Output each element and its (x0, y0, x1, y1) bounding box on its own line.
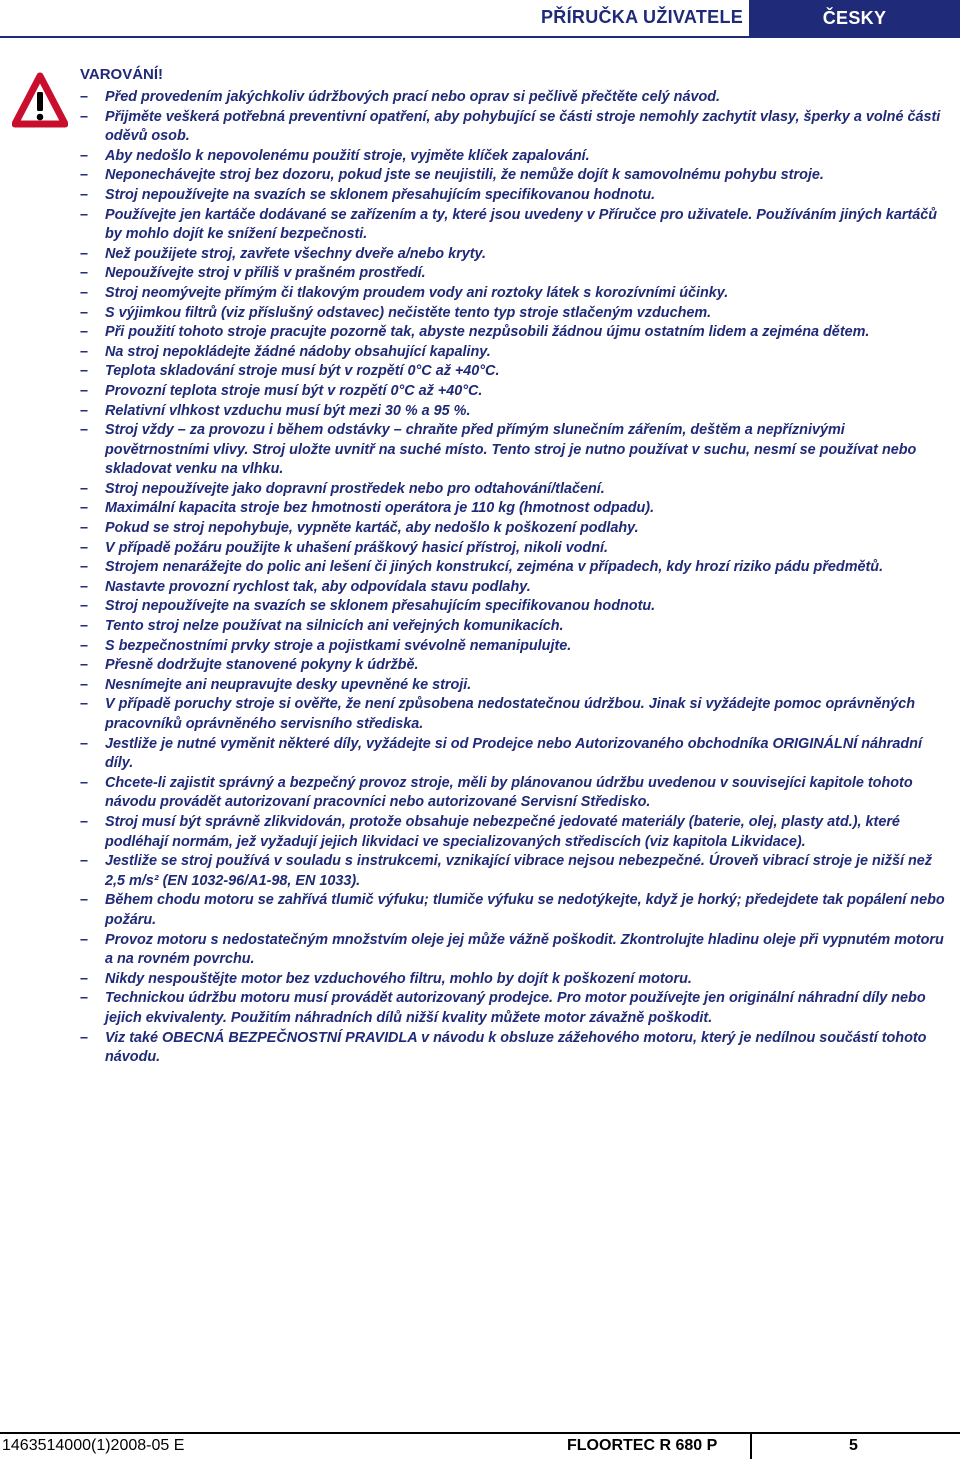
warning-item-text: Strojem nenarážejte do polic ani lešení či jiných konstrukcí, zejména v případech, kdy hrozí riziko pádu předmětů. (105, 559, 884, 576)
warning-item (80, 656, 946, 676)
warning-item-text: V případě poruchy stroje si ověřte, že není způsobena nedostatečnou údržbou. Jinak si vyžádejte pomoc oprávněných pracovníků oprávněného servisního střediska. (105, 696, 916, 732)
warning-item-text: Provoz motoru s nedostatečným množstvím oleje jej může vážně poškodit. Zkontrolujte hladinu oleje při vypnutém motoru a na rovném povrchu. (105, 931, 944, 968)
warning-item-text: Přijměte veškerá potřebná preventivní opatření, aby pohybující se části stroje nemohly zachytit vlasy, šperky a volné části oděvů osob. (105, 108, 941, 145)
header-divider (0, 36, 960, 38)
warning-item-text: Stroj vždy – za provozu i během odstávky – chraňte před přímým slunečním zářením, deštěm a nepříznivými povětrnostními vlivy. Stroj uložte uvnitř na suché místo. Tento stroj je nutno používat v suchu, nesmí se používat nebo skladovat venku na vlhku. (105, 422, 917, 478)
warning-item (80, 970, 946, 990)
dash-bullet: – (80, 1029, 89, 1046)
warning-item-text: Teplota skladování stroje musí být v rozpětí 0°C až +40°C. (105, 363, 500, 380)
dash-bullet: – (80, 245, 89, 262)
warning-item (80, 852, 946, 891)
warning-item (80, 931, 946, 970)
dash-bullet: – (80, 559, 89, 576)
warning-item (80, 1029, 946, 1068)
dash-bullet: – (80, 284, 89, 301)
warning-item-text: Stroj nepoužívejte jako dopravní prostředek nebo pro odtahování/tlačení. (105, 480, 605, 497)
warning-item (80, 402, 946, 422)
warning-item-text: Používejte jen kartáče dodávané se zařízením a ty, které jsou uvedeny v Příručce pro uživatele. Používáním jiných kartáčů by mohlo dojít ke snížení bezpečnosti. (105, 206, 938, 243)
dash-bullet: – (80, 382, 89, 399)
dash-bullet: – (80, 186, 89, 203)
dash-bullet: – (80, 265, 89, 282)
warning-item (80, 88, 946, 108)
manual-title: PŘÍRUČKA UŽIVATELE (541, 7, 744, 27)
warning-list (80, 88, 946, 1068)
warning-item (80, 362, 946, 382)
warning-item-text: Pokud se stroj nepohybuje, vypněte kartáč, aby nedošlo k poškození podlahy. (105, 520, 639, 537)
dash-bullet: – (80, 363, 89, 380)
warning-item-text: Technickou údržbu motoru musí provádět autorizovaný prodejce. Pro motor používejte jen originální náhradní díly nebo jejich ekvivalenty. Použitím náhradních dílů nižší kvality můžete motor závažně poškodit. (105, 990, 926, 1026)
warning-item (80, 284, 946, 304)
model-name: FLOORTEC R 680 P (567, 1437, 718, 1454)
warning-item-text: Při použití tohoto stroje pracujte pozorně tak, abyste nezpůsobili žádnou újmu ostatním lidem a zejména dětem. (105, 324, 870, 341)
warning-item-text: Stroj nepoužívejte na svazích se sklonem přesahujícím specifikovanou hodnotu. (105, 186, 656, 203)
dash-bullet: – (80, 539, 89, 556)
warning-item (80, 108, 946, 147)
warning-item-text: V případě požáru použijte k uhašení práškový hasicí přístroj, nikoli vodní. (105, 539, 608, 556)
warning-item-text: Aby nedošlo k nepovolenému použití stroje, vyjměte klíček zapalování. (105, 147, 590, 164)
warning-item-text: Před provedením jakýchkoliv údržbových prací nebo oprav si pečlivě přečtěte celý návod. (105, 89, 721, 105)
warning-item-text: Nesnímejte ani neupravujte desky upevněné ke stroji. (105, 676, 472, 693)
dash-bullet: – (80, 89, 89, 105)
dash-bullet: – (80, 304, 89, 321)
warning-item (80, 813, 946, 852)
dash-bullet: – (80, 598, 89, 615)
dash-bullet: – (80, 970, 89, 987)
dash-bullet: – (80, 813, 89, 830)
dash-bullet: – (80, 774, 89, 791)
warning-item (80, 695, 946, 734)
warning-item (80, 343, 946, 363)
warning-item (80, 264, 946, 284)
warning-item (80, 989, 946, 1028)
warning-item-text: Maximální kapacita stroje bez hmotnosti operátora je 110 kg (hmotnost odpadu). (105, 500, 655, 517)
dash-bullet: – (80, 735, 89, 752)
dash-bullet: – (80, 402, 89, 419)
warning-title: VAROVÁNÍ! (80, 66, 164, 83)
footer-divider (0, 1432, 960, 1434)
dash-bullet: – (80, 343, 89, 360)
warning-item-text: Tento stroj nelze používat na silnicích ani veřejných komunikacích. (105, 618, 564, 635)
warning-item-text: S bezpečnostními prvky stroje a pojistkami svévolně nemanipulujte. (105, 637, 572, 654)
warning-item-text: Relativní vlhkost vzduchu musí být mezi 30 % a 95 %. (105, 402, 471, 419)
dash-bullet: – (80, 520, 89, 537)
warning-item-text: S výjimkou filtrů (viz příslušný odstavec) nečistěte tento typ stroje stlačeným vzduchem. (105, 304, 712, 321)
warning-item (80, 421, 946, 480)
warning-item-text: Přesně dodržujte stanovené pokyny k údržbě. (105, 657, 419, 674)
warning-item-text: Provozní teplota stroje musí být v rozpětí 0°C až +40°C. (105, 382, 483, 399)
warning-item-text: Než použijete stroj, zavřete všechny dveře a/nebo kryty. (105, 245, 486, 262)
language-tab: ČESKY (749, 0, 960, 36)
dash-bullet: – (80, 892, 89, 909)
warning-item-text: Během chodu motoru se zahřívá tlumič výfuku; tlumiče výfuku se nedotýkejte, když je horký; předejdete tak popálení nebo požáru. (105, 892, 945, 928)
dash-bullet: – (80, 422, 89, 439)
page-number: 5 (849, 1437, 858, 1454)
warning-item-text: Nepoužívejte stroj v příliš v prašném prostředí. (105, 265, 426, 282)
warning-item (80, 597, 946, 617)
warning-item (80, 480, 946, 500)
document-code: 1463514000(1)2008-05 E (2, 1437, 185, 1454)
warning-triangle-icon (12, 72, 68, 130)
warning-item-text: Viz také OBECNÁ BEZPEČNOSTNÍ PRAVIDLA v návodu k obsluze zážehového motoru, který je nedílnou součástí tohoto návodu. (105, 1029, 927, 1066)
warning-item (80, 206, 946, 245)
dash-bullet: – (80, 500, 89, 517)
warning-item-text: Stroj neomývejte přímým či tlakovým proudem vody ani roztoky látek s korozívními účinky. (105, 284, 729, 301)
warning-item (80, 558, 946, 578)
warning-item (80, 578, 946, 598)
dash-bullet: – (80, 108, 89, 125)
dash-bullet: – (80, 637, 89, 654)
dash-bullet: – (80, 990, 89, 1007)
warning-item-text: Jestliže je nutné vyměnit některé díly, vyžádejte si od Prodejce nebo Autorizovaného obchodníka ORIGINÁLNÍ náhradní díly. (105, 735, 922, 772)
warning-item (80, 735, 946, 774)
dash-bullet: – (80, 147, 89, 164)
warning-item (80, 323, 946, 343)
footer-separator (750, 1433, 752, 1459)
dash-bullet: – (80, 676, 89, 693)
warning-item-text: Jestliže se stroj používá v souladu s instrukcemi, vznikající vibrace nejsou nebezpečné. Úroveň vibrací stroje je nižší než 2,5 m/s² (EN 1032-96/A1-98, EN 1033). (105, 853, 932, 889)
warning-item-text: Na stroj nepokládejte žádné nádoby obsahující kapaliny. (105, 343, 491, 360)
dash-bullet: – (80, 853, 89, 870)
warning-item (80, 304, 946, 324)
warning-item-text: Stroj nepoužívejte na svazích se sklonem přesahujícím specifikovanou hodnotu. (105, 598, 656, 615)
warning-item (80, 774, 946, 813)
dash-bullet: – (80, 324, 89, 341)
warning-item-text: Nastavte provozní rychlost tak, aby odpovídala stavu podlahy. (105, 578, 531, 595)
dash-bullet: – (80, 206, 89, 223)
warning-item (80, 499, 946, 519)
dash-bullet: – (80, 578, 89, 595)
warning-item (80, 637, 946, 657)
warning-item-text: Stroj musí být správně zlikvidován, protože obsahuje nebezpečné jedovaté materiály (baterie, olej, plasty atd.), které podléhají normám, jež vyžadují jejich likvidaci ve specializovaných střediscích (viz kapitola Likvidace). (105, 813, 900, 850)
warning-item (80, 539, 946, 559)
dash-bullet: – (80, 480, 89, 497)
warning-item (80, 147, 946, 167)
dash-bullet: – (80, 931, 89, 948)
dash-bullet: – (80, 696, 89, 713)
warning-item (80, 891, 946, 930)
dash-bullet: – (80, 657, 89, 674)
warning-item (80, 676, 946, 696)
warning-item-text: Nikdy nespouštějte motor bez vzduchového filtru, mohlo by dojít k poškození motoru. (105, 970, 692, 987)
warning-item (80, 186, 946, 206)
warning-item (80, 617, 946, 637)
warning-item (80, 166, 946, 186)
warning-item (80, 382, 946, 402)
warning-item (80, 519, 946, 539)
dash-bullet: – (80, 167, 89, 184)
warning-item (80, 245, 946, 265)
warning-item-text: Neponechávejte stroj bez dozoru, pokud jste se neujistili, že nemůže dojít k samovolnému pohybu stroje. (105, 167, 824, 184)
dash-bullet: – (80, 618, 89, 635)
warning-item-text: Chcete-li zajistit správný a bezpečný provoz stroje, měli by plánovanou údržbu uvedenou v souvisejíci kapitole tohoto návodu provádět autorizovaní pracovníci nebo autorizované Servisní Středisko. (105, 774, 913, 811)
